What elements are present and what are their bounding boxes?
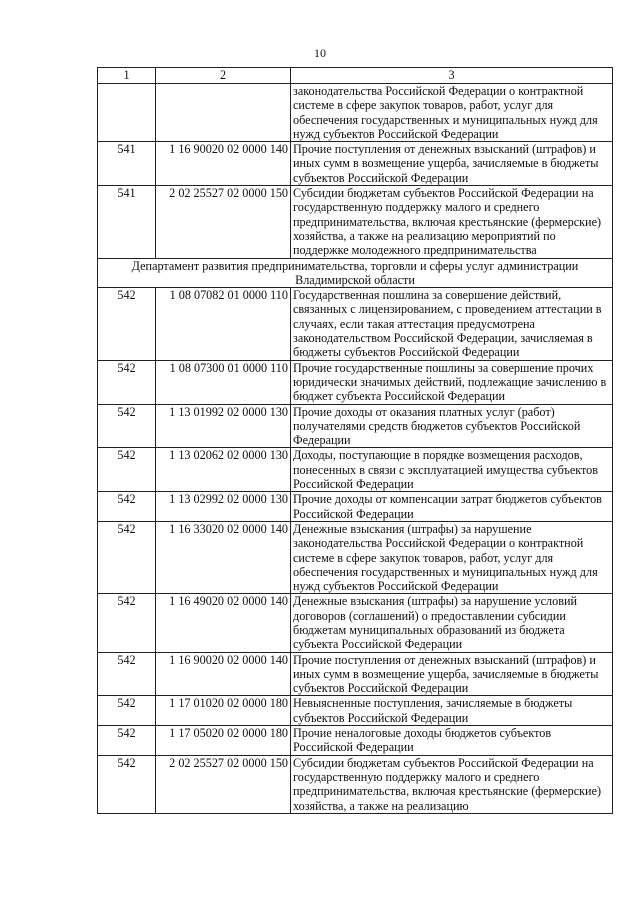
table-row <box>98 652 613 696</box>
administrator-code-cell: 542 <box>98 594 156 652</box>
revenue-name-cell: Субсидии бюджетам субъектов Российской Федерации на государственную поддержку малого и среднего предпринимательства, включая крестьянские (фермерские) хозяйства, а также на реализацию <box>291 755 613 813</box>
table-row <box>98 404 613 448</box>
table-body <box>98 84 613 814</box>
administrator-code-cell: 541 <box>98 186 156 258</box>
administrator-code-cell: 542 <box>98 521 156 593</box>
table-row <box>98 84 613 142</box>
administrator-code-cell: 541 <box>98 142 156 186</box>
revenue-name-cell: Прочие доходы от оказания платных услуг (работ) получателями средств бюджетов субъектов Российской Федерации <box>291 404 613 448</box>
column-header-3: 3 <box>291 68 613 84</box>
revenue-code-cell <box>156 84 291 142</box>
revenue-code-cell: 1 17 01020 02 0000 180 <box>156 696 291 726</box>
administrator-code-cell: 542 <box>98 726 156 756</box>
revenue-codes-table <box>97 67 613 814</box>
revenue-name-cell: Прочие государственные пошлины за совершение прочих юридически значимых действий, подлежащие зачислению в бюджет субъекта Российской Федерации <box>291 360 613 404</box>
revenue-name-cell: законодательства Российской Федерации о контрактной системе в сфере закупок товаров, работ, услуг для обеспечения государственных и муниципальных нужд для нужд субъектов Российской Федерации <box>291 84 613 142</box>
revenue-name-cell: Невыясненные поступления, зачисляемые в бюджеты субъектов Российской Федерации <box>291 696 613 726</box>
administrator-code-cell: 542 <box>98 696 156 726</box>
administrator-code-cell: 542 <box>98 360 156 404</box>
administrator-code-cell: 542 <box>98 288 156 360</box>
column-header-1: 1 <box>98 68 156 84</box>
revenue-name-cell: Прочие неналоговые доходы бюджетов субъектов Российской Федерации <box>291 726 613 756</box>
administrator-code-cell: 542 <box>98 755 156 813</box>
revenue-name-cell: Доходы, поступающие в порядке возмещения расходов, понесенных в связи с эксплуатацией имущества субъектов Российской Федерации <box>291 448 613 492</box>
revenue-name-cell: Прочие доходы от компенсации затрат бюджетов субъектов Российской Федерации <box>291 492 613 522</box>
revenue-code-cell: 1 08 07082 01 0000 110 <box>156 288 291 360</box>
revenue-code-cell: 1 08 07300 01 0000 110 <box>156 360 291 404</box>
revenue-code-cell: 1 13 02992 02 0000 130 <box>156 492 291 522</box>
administrator-code-cell: 542 <box>98 652 156 696</box>
revenue-name-cell: Денежные взыскания (штрафы) за нарушение законодательства Российской Федерации о контрактной системе в сфере закупок товаров, работ, услуг для обеспечения государственных и муниципальных нужд для нужд субъектов Российской Федерации <box>291 521 613 593</box>
department-name: Департамент развития предпринимательства, торговли и сферы услуг администрации Владимирской области <box>98 258 613 288</box>
table-header-row <box>98 68 613 84</box>
revenue-code-cell: 1 16 33020 02 0000 140 <box>156 521 291 593</box>
table-row <box>98 521 613 593</box>
revenue-name-cell: Денежные взыскания (штрафы) за нарушение условий договоров (соглашений) о предоставлении субсидии бюджетам муниципальных образований из бюджета субъекта Российской Федерации <box>291 594 613 652</box>
table-row <box>98 288 613 360</box>
revenue-code-cell: 1 16 90020 02 0000 140 <box>156 652 291 696</box>
administrator-code-cell: 542 <box>98 404 156 448</box>
table-row <box>98 142 613 186</box>
table-row <box>98 360 613 404</box>
revenue-name-cell: Государственная пошлина за совершение действий, связанных с лицензированием, с проведением аттестации в случаях, если такая аттестация предусмотрена законодательством Российской Федерации, зачисляемая в бюджеты субъектов Российской Федерации <box>291 288 613 360</box>
table-row <box>98 726 613 756</box>
column-header-2: 2 <box>156 68 291 84</box>
revenue-code-cell: 1 13 02062 02 0000 130 <box>156 448 291 492</box>
revenue-name-cell: Прочие поступления от денежных взысканий (штрафов) и иных сумм в возмещение ущерба, зачисляемые в бюджеты субъектов Российской Федерации <box>291 652 613 696</box>
revenue-name-cell: Субсидии бюджетам субъектов Российской Федерации на государственную поддержку малого и среднего предпринимательства, включая крестьянские (фермерские) хозяйства, а также на реализацию мероприятий по поддержке молодежного предпринимательства <box>291 186 613 258</box>
administrator-code-cell <box>98 84 156 142</box>
administrator-code-cell: 542 <box>98 448 156 492</box>
administrator-code-cell: 542 <box>98 492 156 522</box>
department-header-row <box>98 258 613 288</box>
table-row <box>98 492 613 522</box>
revenue-code-cell: 1 16 49020 02 0000 140 <box>156 594 291 652</box>
revenue-code-cell: 2 02 25527 02 0000 150 <box>156 755 291 813</box>
revenue-name-cell: Прочие поступления от денежных взысканий (штрафов) и иных сумм в возмещение ущерба, зачисляемые в бюджеты субъектов Российской Федерации <box>291 142 613 186</box>
table-row <box>98 448 613 492</box>
table-row <box>98 755 613 813</box>
table-row <box>98 594 613 652</box>
revenue-code-cell: 1 16 90020 02 0000 140 <box>156 142 291 186</box>
page-number: 10 <box>314 46 326 60</box>
revenue-code-cell: 2 02 25527 02 0000 150 <box>156 186 291 258</box>
table-row <box>98 186 613 258</box>
table-row <box>98 696 613 726</box>
revenue-code-cell: 1 17 05020 02 0000 180 <box>156 726 291 756</box>
revenue-code-cell: 1 13 01992 02 0000 130 <box>156 404 291 448</box>
